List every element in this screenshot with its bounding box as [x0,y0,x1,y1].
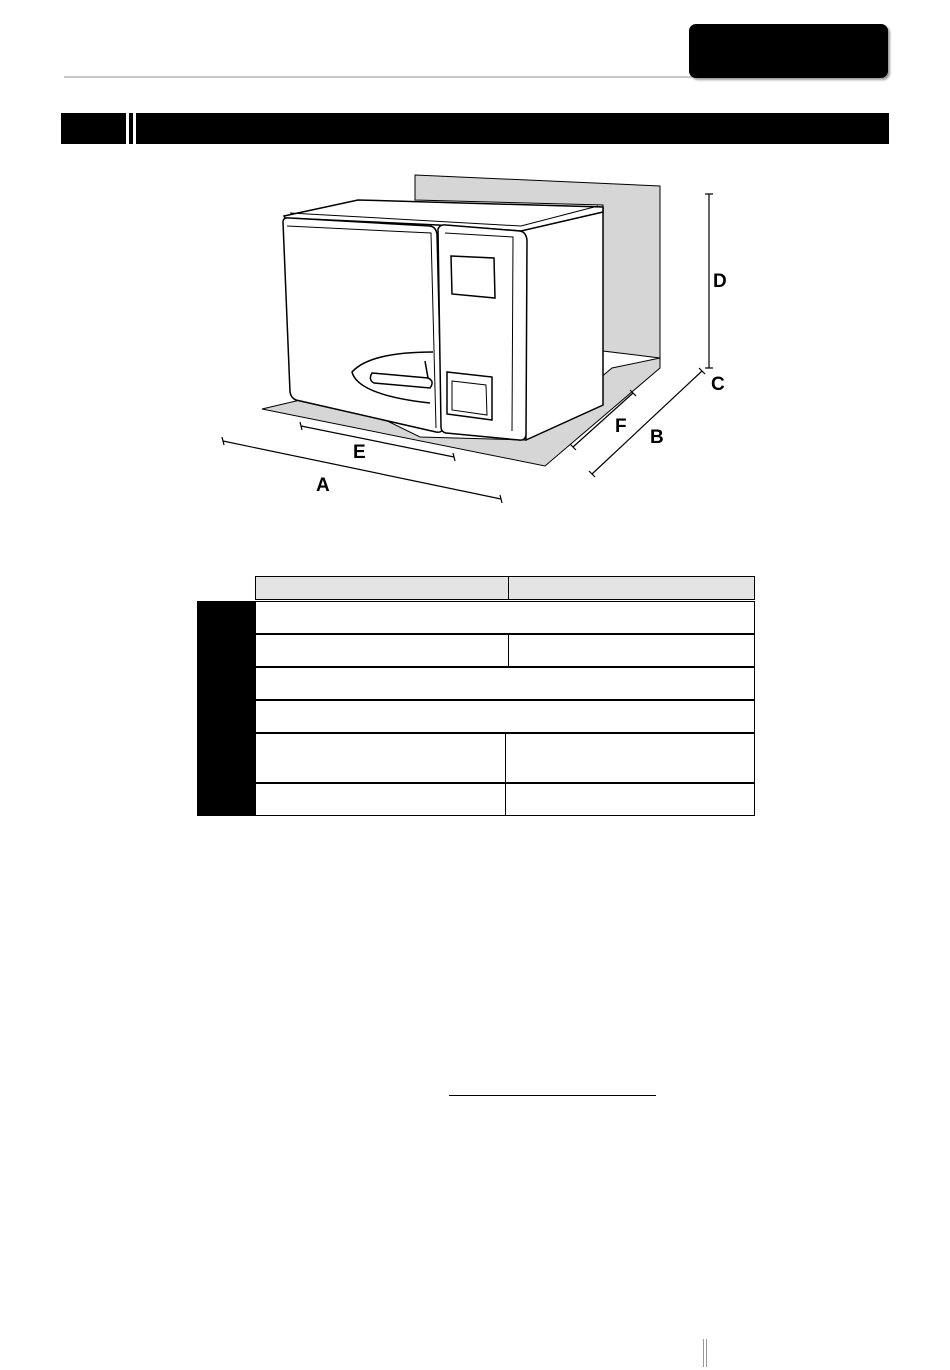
table-row-label [197,700,255,733]
signature-line [449,1095,656,1096]
table-cell [255,700,755,733]
table-cell [508,634,755,667]
page-number-marker [703,1339,707,1367]
dimension-label-b: B [650,427,664,448]
table-header-cell [508,576,755,600]
table-cell [255,634,509,667]
table-row-label [197,601,255,634]
table-row-label [197,667,255,700]
table-cell [255,783,506,816]
table-cell [255,601,755,634]
table-header-cell [255,576,509,600]
table-cell [255,667,755,700]
table-row-label [197,634,255,667]
door-panel [283,218,442,432]
display-window [451,256,495,298]
table-cell [255,733,506,783]
table-row-label [197,783,255,816]
table-cell [505,783,755,816]
table-cell [505,733,755,783]
sterilizer-dimensions-drawing [0,0,950,560]
dimension-label-a: A [316,475,330,496]
cabinet-side-panel [521,209,603,440]
printer-paper [452,381,487,415]
table-row-label [197,733,255,783]
dimension-label-f: F [615,416,627,437]
dimension-label-d: D [713,271,727,292]
dimension-label-e: E [353,442,366,463]
dimension-label-c: C [711,374,725,395]
